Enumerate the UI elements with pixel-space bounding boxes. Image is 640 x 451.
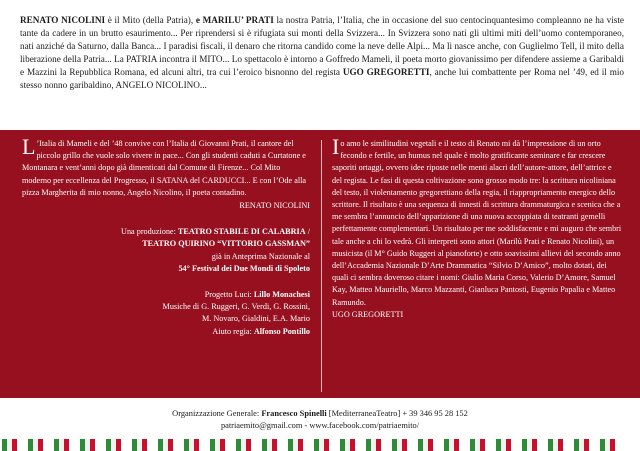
staff-credits bbox=[22, 289, 310, 338]
music-line-2: M. Novaro, Gialdini, E.A. Mario bbox=[201, 314, 310, 324]
flag-stripe bbox=[600, 439, 605, 451]
flag-stripe bbox=[449, 439, 454, 451]
flag-stripe bbox=[548, 439, 553, 451]
flag-stripe bbox=[106, 439, 111, 451]
gregoretti-text bbox=[332, 134, 622, 309]
production-theatre-2: TEATRO QUIRINO “VITTORIO GASSMAN” bbox=[142, 239, 310, 249]
flag-stripe bbox=[28, 439, 33, 451]
flag-stripe bbox=[553, 439, 558, 451]
flag-stripe bbox=[2, 439, 7, 451]
flag-stripe bbox=[506, 439, 511, 451]
org-name: Francesco Spinelli bbox=[261, 409, 327, 418]
flag-stripe bbox=[428, 439, 433, 451]
flag-stripe bbox=[184, 439, 189, 451]
intro-name-prati: e MARILU’ PRATI bbox=[195, 15, 274, 25]
nicolini-paragraph: ’Italia di Mameli e del ’48 convive con l’Italia di Giovanni Prati, il cantore del piccolo grillo che vuole solo vivere in pace... Con gli studenti caduti a Curtatone e Montanara e vent’anni dopo già dimenticati dal Comune di Firenze... Col Mito moderno per eccellenza del Progresso, il SATANA del CARDUCCI... E con l’Ode alla pizza Margherita di mio nonno, Angelo Nicolino, il poeta contadino. bbox=[22, 139, 307, 197]
intro-name-nicolini: RENATO NICOLINI bbox=[20, 15, 106, 25]
red-content-band bbox=[0, 130, 640, 398]
flag-stripe bbox=[350, 439, 355, 451]
tricolor-flag-strip bbox=[0, 437, 640, 451]
flag-stripe bbox=[267, 439, 272, 451]
production-prefix: Una produzione: bbox=[121, 227, 178, 237]
flag-stripe bbox=[111, 439, 116, 451]
org-label: Organizzazione Generale: bbox=[172, 409, 262, 418]
flag-stripe bbox=[236, 439, 241, 451]
lights-label: Progetto Luci: bbox=[204, 290, 254, 300]
lights-name: Lillo Monachesi bbox=[253, 290, 310, 300]
flag-stripe bbox=[366, 439, 371, 451]
nicolini-text bbox=[22, 134, 310, 199]
flag-stripe bbox=[558, 439, 563, 451]
production-credits bbox=[22, 226, 310, 275]
flag-stripe bbox=[298, 439, 303, 451]
flag-stripe bbox=[142, 439, 147, 451]
flag-stripe bbox=[80, 439, 85, 451]
flag-stripe bbox=[85, 439, 90, 451]
flag-stripe bbox=[574, 439, 579, 451]
flag-stripe bbox=[324, 439, 329, 451]
flag-stripe bbox=[314, 439, 319, 451]
intro-name-gregoretti: UGO GREGORETTI bbox=[342, 67, 430, 77]
flag-stripe bbox=[246, 439, 251, 451]
flag-stripe bbox=[194, 439, 199, 451]
flag-stripe bbox=[345, 439, 350, 451]
flag-stripe bbox=[501, 439, 506, 451]
production-separator: / bbox=[305, 227, 310, 237]
organization-line bbox=[0, 408, 640, 420]
flag-stripe bbox=[64, 439, 69, 451]
flag-stripe bbox=[116, 439, 121, 451]
flag-stripe bbox=[54, 439, 59, 451]
flag-stripe bbox=[480, 439, 485, 451]
premiere-line: già in Anteprima Nazionale al bbox=[211, 251, 310, 261]
flag-stripe bbox=[90, 439, 95, 451]
flag-stripe bbox=[210, 439, 215, 451]
flag-stripe bbox=[496, 439, 501, 451]
flag-stripe bbox=[189, 439, 194, 451]
flag-stripe bbox=[522, 439, 527, 451]
flag-stripe bbox=[33, 439, 38, 451]
flag-stripe bbox=[168, 439, 173, 451]
flag-stripe bbox=[610, 439, 615, 451]
flag-stripe bbox=[241, 439, 246, 451]
dropcap-l: L bbox=[22, 134, 36, 159]
flag-stripe bbox=[579, 439, 584, 451]
flag-stripe bbox=[527, 439, 532, 451]
flag-stripe bbox=[340, 439, 345, 451]
gregoretti-paragraph: o amo le similitudini vegetali e il testo di Renato mi dà l’impressione di un orto fecondo e fertile, un humus nel quale è molto gratificante seminare e far crescere saporiti ortaggi, ovvero idee riposte nelle menti alacri dell’autore-attore, dell’attrice e del regista. Le fasi di questa coltivazione sono grosso modo tre: la scrittura nicoliniana del testo, il violentamento gregorettiano della regia, il riappropriamento energico dello scrittore. Il risultato è una sequenza di innesti di scrittura drammaturgica e scenica che a me sembra l’annuncio dell’apparizione di una nuova accoppiata di teatranti gemelli perfettamente complementari. Un risultato per me soddisfacente e mi auguro che sembri tale anche a chi lo vedrà. Gli interpreti sono attori (Marilù Prati e Renato Nicolini), un musicista (il M° Guido Ruggeri al pianoforte) e otto soavissimi allievi del secondo anno dell’Accademia Nazionale D’Arte Drammatica “Silvio D’Amico”, molto dotati, dei quali ci sembra doveroso citare i nomi: Giulio Maria Corso, Valerio D’Amore, Samuel Kay, Matteo Mauriello, Marco Mazzanti, Gianluca Pantosti, Eugenio Papalia e Matteo Ramundo. bbox=[332, 139, 622, 307]
flag-stripe bbox=[262, 439, 267, 451]
flag-stripe bbox=[454, 439, 459, 451]
aide-label: Aiuto regia: bbox=[212, 326, 254, 336]
flag-stripe bbox=[7, 439, 12, 451]
flag-stripe bbox=[38, 439, 43, 451]
flag-stripe bbox=[12, 439, 17, 451]
intro-text-2: la nostra Patria, l’Italia, che in occasione del suo centocinquantesimo compleanno ne ha viste tante da cadere in un brutto esaurimento... Per riprendersi si è rifugiata sui monti della Svizzera... In Svizzera sono nati gli ultimi miti dell’uomo contemporaneo, nati anziché da Saturno, dalla Banca... I paradisi fiscali, il denaro che ritorna candido come la neve delle Alpi... Ma lì nasce anche, con Guglielmo Tell, il mito della liberazione della Patria... La PATRIA incontra il MITO... Lo spettacolo è intorno a Goffredo Mameli, il poeta morto giovanissimo per difendere assieme a Garibaldi e Mazzini la Repubblica Romana, ed alcuni altri, tra cui l’eroico bisnonno del regista bbox=[20, 15, 624, 77]
left-column bbox=[22, 134, 310, 338]
contacts-line: patriaemito@gmail.com - www.facebook.com/patriaemito/ bbox=[220, 421, 420, 430]
flag-stripe bbox=[423, 439, 428, 451]
intro-text-1: è il Mito (della Patria), bbox=[105, 15, 196, 25]
flag-stripe bbox=[272, 439, 277, 451]
flag-stripe bbox=[215, 439, 220, 451]
intro-paragraph bbox=[20, 14, 624, 92]
flag-stripe bbox=[371, 439, 376, 451]
flag-stripe bbox=[418, 439, 423, 451]
flag-stripe bbox=[158, 439, 163, 451]
intro-text-3: , anche lui combattente per Roma nel ’49, ed il mio stesso nonno garibaldino, ANGELO NICOLINO... bbox=[20, 67, 625, 90]
flag-stripe bbox=[444, 439, 449, 451]
flag-stripe bbox=[584, 439, 589, 451]
flag-stripe bbox=[605, 439, 610, 451]
footer bbox=[0, 408, 640, 432]
org-detail: [MediterraneaTeatro] + 39 346 95 28 152 bbox=[326, 409, 468, 418]
flag-stripe bbox=[293, 439, 298, 451]
dropcap-i: I bbox=[332, 134, 340, 159]
festival-line: 54° Festival dei Due Mondi di Spoleto bbox=[178, 263, 310, 273]
flag-stripe bbox=[402, 439, 407, 451]
aide-name: Alfonso Pontillo bbox=[253, 326, 310, 336]
signature-nicolini: RENATO NICOLINI bbox=[239, 201, 310, 211]
column-divider bbox=[321, 140, 322, 392]
flag-stripe bbox=[475, 439, 480, 451]
production-theatre-1: TEATRO STABILE DI CALABRIA bbox=[177, 227, 306, 237]
flag-stripe bbox=[397, 439, 402, 451]
flag-stripe bbox=[137, 439, 142, 451]
flag-stripe bbox=[288, 439, 293, 451]
flag-stripe bbox=[163, 439, 168, 451]
flag-stripe bbox=[220, 439, 225, 451]
flag-stripe bbox=[392, 439, 397, 451]
flag-stripe bbox=[319, 439, 324, 451]
flag-stripe bbox=[532, 439, 537, 451]
flag-stripe bbox=[59, 439, 64, 451]
music-line-1: Musiche di G. Ruggeri, G. Verdi, G. Rossini, bbox=[162, 302, 310, 312]
flag-stripe bbox=[376, 439, 381, 451]
right-column bbox=[332, 134, 622, 321]
flag-stripe bbox=[470, 439, 475, 451]
flag-stripe bbox=[132, 439, 137, 451]
signature-gregoretti: UGO GREGORETTI bbox=[332, 309, 404, 319]
